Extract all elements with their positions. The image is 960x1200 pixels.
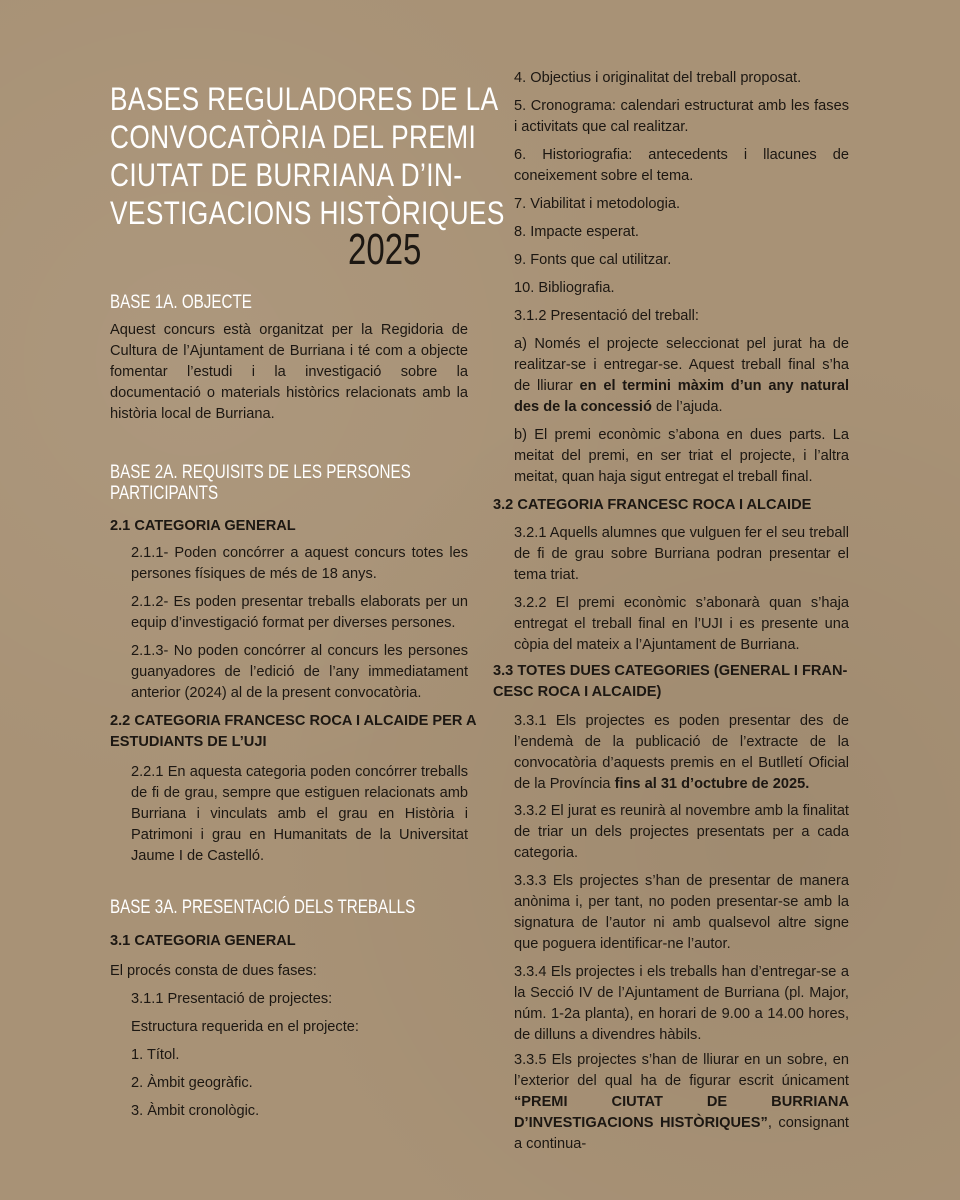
list-item: 3. Àmbit cronològic. xyxy=(131,1103,260,1119)
section-2-2-title-line2: ESTUDIANTS DE L’UJI xyxy=(110,734,267,750)
base1-heading: BASE 1A. OBJECTE xyxy=(110,292,252,313)
list-item: 9. Fonts que cal utilitzar. xyxy=(514,252,672,268)
section-3-1-2-b: b) El premi econòmic s’abona en dues parts. La meitat del premi, en ser triat el projecte, i l’altra meitat, quan haja sigut entregat el treball final. xyxy=(514,427,849,485)
section-3-1-title: 3.1 CATEGORIA GENERAL xyxy=(110,933,296,949)
list-item: 10. Bibliografia. xyxy=(514,280,615,296)
section-2-1-2: 2.1.2- Es poden presentar treballs elaborats per un equip d’investigació format per diverses persones. xyxy=(131,594,468,631)
text-run: a) Només el projecte seleccionat pel jurat ha de realitzar-se i entregar-se. Aquest treball final s’ha de lliurar xyxy=(514,336,849,394)
text-run: , consignant a continua- xyxy=(514,1115,849,1152)
page-title xyxy=(110,80,505,232)
base2-heading-line1: BASE 2A. REQUISITS DE LES PERSONES xyxy=(110,462,411,483)
section-3-2-title: 3.2 CATEGORIA FRANCESC ROCA I ALCAIDE xyxy=(493,497,812,513)
title-line: BASES REGULADORES DE LA xyxy=(110,81,499,117)
section-3-3-3: 3.3.3 Els projectes s’han de presentar de manera anònima i, per tant, no poden presentar-se amb la signatura de l’autor ni amb qualsevol altre signe que poguera identificar-ne l’autor. xyxy=(514,873,849,952)
section-2-2-1: 2.2.1 En aquesta categoria poden concórrer treballs de fi de grau, sempre que estiguen relacionats amb Burriana i vinculats amb el grau en Història i Patrimoni i grau en Humanitats de la Universitat Jaume I de Castelló. xyxy=(131,764,468,864)
section-3-1-2-a xyxy=(514,334,849,418)
list-item: 4. Objectius i originalitat del treball proposat. xyxy=(514,70,802,86)
list-item: 2. Àmbit geogràfic. xyxy=(131,1075,253,1091)
base3-heading: BASE 3A. PRESENTACIÓ DELS TREBALLS xyxy=(110,897,416,918)
text-run: 3.3.5 Els projectes s’han de lliurar en un sobre, en l’exterior del qual ha de figurar escrit únicament xyxy=(514,1052,849,1089)
section-2-1-3: 2.1.3- No poden concórrer al concurs les persones guanyadores de l’edició de l’any immediatament anterior (2024) al de la present convocatòria. xyxy=(131,643,468,701)
prize-name-bold: “PREMI CIUTAT DE BURRIANA D’INVESTIGACIONS HISTÒRIQUES” xyxy=(514,1094,849,1131)
list-item: 1. Títol. xyxy=(131,1047,180,1063)
base2-heading-line2: PARTICIPANTS xyxy=(110,483,219,504)
title-year: 2025 xyxy=(348,225,422,274)
section-3-3-1 xyxy=(514,711,849,795)
deadline-bold: en el termini màxim d’un any natural des de la concessió xyxy=(514,378,849,415)
section-2-1-1: 2.1.1- Poden concórrer a aquest concurs totes les persones físiques de més de 18 anys. xyxy=(131,545,468,582)
section-3-2-1: 3.2.1 Aquells alumnes que vulguen fer el seu treball de fi de grau sobre Burriana podran presentar el tema triat. xyxy=(514,525,849,583)
base1-text: Aquest concurs està organitzat per la Regidoria de Cultura de l’Ajuntament de Burriana i té com a objecte fomentar l’estudi i la investigació sobre la documentació o materials històrics relacionats amb la història local de Burriana. xyxy=(110,322,468,422)
title-line: CIUTAT DE BURRIANA D’IN- xyxy=(110,157,463,193)
list-item: 8. Impacte esperat. xyxy=(514,224,639,240)
section-3-1-1: 3.1.1 Presentació de projectes: xyxy=(131,991,333,1007)
section-3-3-5 xyxy=(514,1050,849,1155)
text-run: de l’ajuda. xyxy=(651,399,723,415)
title-line: CONVOCATÒRIA DEL PREMI xyxy=(110,119,477,155)
list-item: 6. Historiografia: antecedents i llacunes de coneixement sobre el tema. xyxy=(514,147,849,184)
section-3-3-title-line2: CESC ROCA I ALCAIDE) xyxy=(493,684,662,700)
section-3-2-2: 3.2.2 El premi econòmic s’abonarà quan s’haja entregat el treball final en l’UJI i es presente una còpia del mateix a l’Ajuntament de Burriana. xyxy=(514,595,849,653)
section-3-1-intro: El procés consta de dues fases: xyxy=(110,963,317,979)
list-item: 5. Cronograma: calendari estructurat amb les fases i activitats que cal realitzar. xyxy=(514,98,849,135)
list-item: 7. Viabilitat i metodologia. xyxy=(514,196,681,212)
section-3-3-2: 3.3.2 El jurat es reunirà al novembre amb la finalitat de triar un dels projectes presentats per a cada categoria. xyxy=(514,803,849,861)
structure-label: Estructura requerida en el projecte: xyxy=(131,1019,359,1035)
section-3-3-4: 3.3.4 Els projectes i els treballs han d’entregar-se a la Secció IV de l’Ajuntament de Burriana (pl. Major, núm. 1-2a planta), en horari de 9.00 a 14.00 hores, de dilluns a divendres hàbils. xyxy=(514,964,849,1043)
section-2-1-title: 2.1 CATEGORIA GENERAL xyxy=(110,518,296,534)
deadline-bold: fins al 31 d’octubre de 2025. xyxy=(614,776,810,792)
title-line: VESTIGACIONS HISTÒRIQUES xyxy=(110,195,505,231)
text-run: 3.3.1 Els projectes es poden presentar des de l’endemà de la publicació de l’extracte de la convocatòria d’aquests premis en el Butlletí Oficial de la Província xyxy=(514,713,849,792)
section-3-3-title-line1: 3.3 TOTES DUES CATEGORIES (GENERAL I FRAN- xyxy=(493,663,848,679)
section-2-2-title-line1: 2.2 CATEGORIA FRANCESC ROCA I ALCAIDE PER A xyxy=(110,713,477,729)
section-3-1-2: 3.1.2 Presentació del treball: xyxy=(514,308,699,324)
